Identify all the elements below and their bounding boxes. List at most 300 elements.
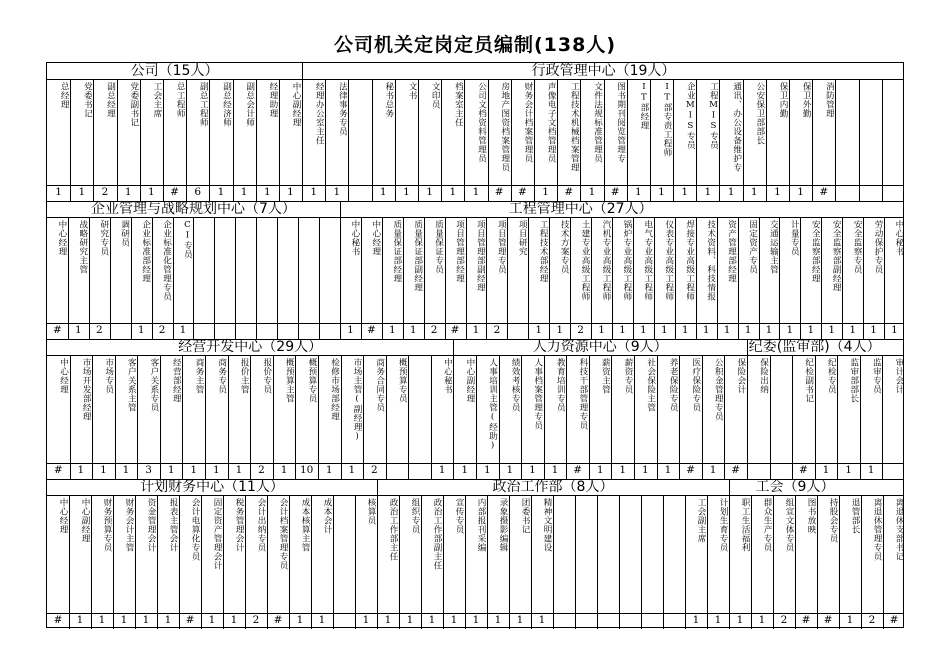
position-title: 中心经理 xyxy=(370,220,381,256)
column-line xyxy=(821,217,822,339)
headcount-cell: 1 xyxy=(122,464,130,476)
position-title: 焊接专业高级工程师 xyxy=(684,220,695,301)
column-line xyxy=(131,217,132,339)
position-title: 资产管理部经理 xyxy=(726,220,737,283)
position-title: 薪资主管 xyxy=(600,358,611,394)
column-line xyxy=(597,495,598,629)
column-line xyxy=(612,217,613,339)
position-title: 会计电算化专员 xyxy=(190,498,200,561)
position-title: 文印员 xyxy=(430,82,441,109)
position-title: 党委副书记 xyxy=(128,82,139,127)
headcount-cell: 1 xyxy=(148,186,155,198)
column-line xyxy=(465,495,466,629)
column-line xyxy=(341,355,342,479)
headcount-cell: # xyxy=(53,324,62,336)
position-title: 商务合同专员 xyxy=(374,358,385,412)
column-line xyxy=(445,217,446,339)
headcount-cell: 1 xyxy=(535,324,543,336)
group-separator xyxy=(747,339,748,355)
column-line xyxy=(486,217,487,339)
column-line xyxy=(773,495,774,629)
headcount-cell: 1 xyxy=(438,464,446,476)
staffing-table xyxy=(46,62,904,628)
position-title: 副总经理 xyxy=(105,82,116,118)
headcount-cell: 1 xyxy=(692,614,700,626)
position-title: 土建专业高级工程师 xyxy=(580,220,591,301)
column-line xyxy=(795,495,796,629)
column-line xyxy=(557,79,558,201)
header-divider xyxy=(47,355,903,356)
position-title xyxy=(599,498,618,610)
column-line xyxy=(93,79,94,201)
position-title: CI专员 xyxy=(182,220,193,259)
column-line xyxy=(135,495,136,629)
position-title: 概预算主管 xyxy=(284,358,295,403)
column-line xyxy=(363,355,364,479)
section-header: 工会（9人） xyxy=(755,479,835,495)
headcount-cell: 1 xyxy=(640,324,647,336)
headcount-cell: 1 xyxy=(384,614,392,626)
position-title: 成本会计 xyxy=(322,498,332,534)
headcount-cell: 2 xyxy=(101,186,109,198)
headcount-cell: 1 xyxy=(362,614,370,626)
column-line xyxy=(295,355,296,479)
column-line xyxy=(117,79,118,201)
position-title: 战略研究主管 xyxy=(77,220,88,274)
headcount-cell: # xyxy=(273,614,283,626)
headcount-cell: 1 xyxy=(658,186,665,198)
position-title: 消防管理 xyxy=(824,82,835,118)
position-title xyxy=(335,498,354,610)
position-title: 工程技术机械档案管理 xyxy=(569,82,580,172)
column-line xyxy=(553,495,554,629)
position-title: 企业标准部经理 xyxy=(140,220,151,283)
section-header: 计划财务中心（11人） xyxy=(140,479,284,495)
headcount-cell: 1 xyxy=(702,324,710,336)
headcount-cell: 1 xyxy=(660,324,668,336)
position-title: 中心秘书 xyxy=(442,358,453,394)
headcount-cell: 1 xyxy=(822,464,830,476)
column-line xyxy=(619,495,620,629)
column-line xyxy=(68,217,69,339)
headcount-cell: 1 xyxy=(634,186,642,198)
column-line xyxy=(424,217,425,339)
headcount-cell: 1 xyxy=(78,186,86,198)
position-title: 报价主管 xyxy=(239,358,250,394)
position-title: 会计档案管理专员 xyxy=(278,498,288,570)
group-separator xyxy=(377,479,378,495)
position-title: 公安保卫部部长 xyxy=(754,82,765,145)
headcount-cell: 1 xyxy=(472,324,480,336)
position-title: 法律事务专员 xyxy=(337,82,348,136)
column-line xyxy=(580,79,581,201)
column-line xyxy=(115,355,116,479)
headcount-cell: 1 xyxy=(744,324,752,336)
headcount-cell: 1 xyxy=(388,324,396,336)
position-title: 政治工作部副主任 xyxy=(432,498,442,570)
headcount-cell: 1 xyxy=(588,186,596,198)
position-title: 审计会计 xyxy=(893,358,904,394)
column-line xyxy=(70,355,71,479)
position-title: 中心经理 xyxy=(58,358,69,394)
position-title: 组织专员 xyxy=(410,498,420,534)
column-line xyxy=(382,217,383,339)
headcount-cell: 1 xyxy=(212,464,220,476)
column-line xyxy=(464,79,465,201)
column-line xyxy=(673,79,674,201)
column-line xyxy=(675,217,676,339)
position-title: 项目管理部经理 xyxy=(454,220,465,283)
column-line xyxy=(333,495,334,629)
column-line xyxy=(140,79,141,201)
column-line xyxy=(386,355,387,479)
position-title: 项目管理专员 xyxy=(496,220,507,274)
column-line xyxy=(575,495,576,629)
column-line xyxy=(205,355,206,479)
section-header: 人力资源中心（9人） xyxy=(532,339,668,355)
position-title: 财务预算专员 xyxy=(102,498,112,552)
position-title: 离退休管理专员 xyxy=(872,498,882,561)
column-line xyxy=(815,355,816,479)
section-header: 经营开发中心（29人） xyxy=(178,339,323,355)
position-title: 医疗保险专员 xyxy=(690,358,701,412)
column-line xyxy=(89,217,90,339)
headcount-cell: 1 xyxy=(750,186,758,198)
position-title: 工程MIS专员 xyxy=(708,82,719,150)
column-line xyxy=(717,217,718,339)
position-title: 宣传专员 xyxy=(454,498,464,534)
position-title: 文书 xyxy=(407,82,418,100)
column-line xyxy=(544,355,545,479)
position-title: 仪表专业高级工程师 xyxy=(663,220,674,301)
column-line xyxy=(770,355,771,479)
headcount-cell: 1 xyxy=(77,464,85,476)
headcount-cell: 1 xyxy=(409,324,417,336)
column-line xyxy=(633,217,634,339)
column-line xyxy=(193,217,194,339)
headcount-cell: 1 xyxy=(596,464,604,476)
column-line xyxy=(395,79,396,201)
column-line xyxy=(441,79,442,201)
headcount-cell: # xyxy=(801,614,811,626)
headcount-cell: 1 xyxy=(428,614,436,626)
headcount-cell: 1 xyxy=(296,614,304,626)
column-line xyxy=(634,355,635,479)
column-line xyxy=(453,355,454,479)
headcount-cell: 1 xyxy=(704,186,712,198)
headcount-cell: 1 xyxy=(506,464,514,476)
column-line xyxy=(589,355,590,479)
column-line xyxy=(792,355,793,479)
position-title xyxy=(237,220,255,320)
headcount-cell: 2 xyxy=(371,464,378,476)
column-line xyxy=(256,79,257,201)
position-title: 企业标准化管理专员 xyxy=(161,220,172,301)
column-line xyxy=(882,355,883,479)
position-title: 项目管理部副经理 xyxy=(475,220,486,292)
headcount-cell: 1 xyxy=(483,464,491,476)
column-line xyxy=(509,495,510,629)
column-line xyxy=(476,355,477,479)
headcount-cell: 1 xyxy=(867,464,875,476)
column-line xyxy=(372,79,373,201)
headcount-cell: 1 xyxy=(167,464,175,476)
column-line xyxy=(377,495,378,629)
headcount-cell: # xyxy=(494,186,504,198)
section-header: 行政管理中心（19人） xyxy=(531,63,676,79)
column-line xyxy=(835,79,836,201)
headcount-cell: 1 xyxy=(347,324,354,336)
position-title xyxy=(350,82,370,182)
headcount-cell: 1 xyxy=(348,464,356,476)
column-line xyxy=(549,217,550,339)
headcount-cell: 1 xyxy=(807,324,815,336)
position-title: 组宣文体专员 xyxy=(784,498,794,552)
position-title: 报表主管会计 xyxy=(168,498,178,552)
position-title: 核算员 xyxy=(366,498,376,525)
group-separator xyxy=(302,63,303,79)
position-title: 持股会专员 xyxy=(828,498,838,543)
position-title xyxy=(837,82,857,182)
column-line xyxy=(528,217,529,339)
position-title: 精神文明建设 xyxy=(542,498,552,552)
headcount-cell: 1 xyxy=(75,324,82,336)
position-title: 养老保险专员 xyxy=(668,358,679,412)
column-line xyxy=(355,495,356,629)
headcount-cell: 1 xyxy=(736,614,744,626)
column-line xyxy=(817,495,818,629)
headcount-cell: 1 xyxy=(542,186,549,198)
column-line xyxy=(267,495,268,629)
column-line xyxy=(319,217,320,339)
position-title: 市场开发部经理 xyxy=(81,358,92,421)
position-title: 声像电子文档管理员 xyxy=(546,82,557,163)
header-divider xyxy=(47,495,903,496)
column-line xyxy=(179,495,180,629)
position-title: 中心副经理 xyxy=(80,498,90,543)
position-title: 经理办公室主任 xyxy=(314,82,325,145)
column-line xyxy=(289,495,290,629)
column-line xyxy=(800,217,801,339)
column-line xyxy=(861,495,862,629)
position-title: 概预算专员 xyxy=(306,358,317,403)
headcount-cell: 1 xyxy=(727,186,735,198)
headcount-cell: # xyxy=(823,614,833,626)
header-divider xyxy=(47,79,903,80)
position-title: 团委书记 xyxy=(520,498,530,534)
column-line xyxy=(883,495,884,629)
position-title: 内部报刊采编 xyxy=(476,498,486,552)
headcount-cell: 2 xyxy=(577,324,584,336)
position-title: 会计出纳专员 xyxy=(256,498,266,552)
column-line xyxy=(466,217,467,339)
headcount-cell: # xyxy=(610,186,620,198)
group-separator xyxy=(453,339,454,355)
column-line xyxy=(604,79,605,201)
position-title: 薪资专员 xyxy=(623,358,634,394)
position-title: 经营部经理 xyxy=(171,358,182,403)
headcount-cell: 2 xyxy=(258,464,265,476)
headcount-cell: 1 xyxy=(164,614,172,626)
position-title xyxy=(665,498,684,610)
column-line xyxy=(245,495,246,629)
column-line xyxy=(511,79,512,201)
position-title: 保险会计 xyxy=(735,358,746,394)
column-line xyxy=(611,355,612,479)
headcount-cell: 1 xyxy=(426,186,433,198)
column-line xyxy=(702,355,703,479)
position-title: 监审部部长 xyxy=(848,358,859,403)
position-title: 绩效考核专员 xyxy=(510,358,521,412)
headcount-cell: 10 xyxy=(299,464,314,476)
column-line xyxy=(729,495,730,629)
position-title: 固定资产管理会计 xyxy=(212,498,222,570)
position-title: 研究专员 xyxy=(98,220,109,256)
column-line xyxy=(566,355,567,479)
headcount-cell: 3 xyxy=(145,464,152,476)
column-line xyxy=(707,495,708,629)
column-line xyxy=(318,355,319,479)
column-line xyxy=(531,495,532,629)
headcount-cell: # xyxy=(366,324,376,336)
position-title: 职工生活福利 xyxy=(740,498,750,552)
column-line xyxy=(789,79,790,201)
header-divider xyxy=(47,217,903,218)
headcount-cell: 1 xyxy=(280,464,288,476)
headcount-cell: 1 xyxy=(758,614,766,626)
headcount-cell: 1 xyxy=(723,324,731,336)
position-title: 成本核算主管 xyxy=(300,498,310,552)
column-line xyxy=(570,217,571,339)
position-title: 劳动保护专员 xyxy=(873,220,884,274)
headcount-cell: # xyxy=(889,614,899,626)
headcount-cell: 1 xyxy=(461,464,469,476)
position-title: 保险出纳 xyxy=(758,358,769,394)
column-line xyxy=(311,495,312,629)
column-line xyxy=(499,355,500,479)
headcount-cell: # xyxy=(798,464,808,476)
position-title: 纪检专员 xyxy=(826,358,837,394)
position-title xyxy=(258,220,276,320)
column-line xyxy=(173,217,174,339)
headcount-cell: 1 xyxy=(641,464,649,476)
column-line xyxy=(641,495,642,629)
position-title: 财务会计主管 xyxy=(124,498,134,552)
headcount-cell: # xyxy=(450,324,460,336)
position-title: 调研员 xyxy=(119,220,130,247)
position-title: 技术方案专员 xyxy=(559,220,570,274)
headcount-cell: 6 xyxy=(194,186,202,198)
headcount-cell: # xyxy=(185,614,195,626)
position-title: 检修市场部经理 xyxy=(329,358,340,421)
page-title: 公司机关定岗定员编制(138人) xyxy=(333,34,617,56)
headcount-cell: 1 xyxy=(709,464,717,476)
position-title: 中心经理 xyxy=(56,220,67,256)
headcount-cell: 1 xyxy=(556,324,564,336)
headcount-cell: 1 xyxy=(538,614,546,626)
section-band xyxy=(47,479,903,629)
column-line xyxy=(160,355,161,479)
position-title: 人事档案管理专员 xyxy=(532,358,543,430)
column-line xyxy=(747,355,748,479)
position-title: 社会保险主管 xyxy=(645,358,656,412)
position-title: 副总会计师 xyxy=(244,82,255,127)
headcount-cell: 1 xyxy=(494,614,502,626)
position-title: 经理助理 xyxy=(267,82,278,118)
headcount-cell: 1 xyxy=(828,324,836,336)
position-title: 客户关系专员 xyxy=(148,358,159,412)
column-line xyxy=(418,79,419,201)
headcount-cell: 1 xyxy=(98,614,106,626)
column-line xyxy=(214,217,215,339)
position-title xyxy=(643,498,662,610)
position-title: 市场主管(副经理) xyxy=(352,358,363,442)
headcount-cell: 1 xyxy=(870,324,877,336)
column-line xyxy=(627,79,628,201)
column-line xyxy=(657,355,658,479)
headcount-cell: 1 xyxy=(235,464,243,476)
position-title: 客户关系主管 xyxy=(126,358,137,412)
column-line xyxy=(408,355,409,479)
column-line xyxy=(137,355,138,479)
position-title xyxy=(577,498,596,610)
column-line xyxy=(719,79,720,201)
headcount-cell: # xyxy=(819,186,829,198)
headcount-cell: 1 xyxy=(406,614,414,626)
headcount-cell: 1 xyxy=(619,464,627,476)
headcount-cell: # xyxy=(686,464,695,476)
position-title: 工会副主席 xyxy=(696,498,706,543)
headcount-cell: 1 xyxy=(137,324,145,336)
column-line xyxy=(842,217,843,339)
headcount-cell: 1 xyxy=(76,614,84,626)
position-title: IT部专责工程师 xyxy=(662,82,673,157)
position-title: 科技干部管理专员 xyxy=(577,358,588,430)
column-line xyxy=(277,217,278,339)
column-line xyxy=(182,355,183,479)
column-line xyxy=(110,217,111,339)
position-title: 交通运输主管 xyxy=(768,220,779,274)
position-title xyxy=(861,82,881,182)
headcount-cell: 1 xyxy=(124,186,132,198)
group-separator xyxy=(340,201,341,217)
column-line xyxy=(859,79,860,201)
position-title: 纪检副书记 xyxy=(803,358,814,403)
position-title: 计量专员 xyxy=(789,220,800,256)
column-line xyxy=(228,355,229,479)
column-line xyxy=(663,495,664,629)
headcount-cell: 1 xyxy=(449,186,457,198)
position-title xyxy=(300,220,318,320)
position-title: 教育培训专员 xyxy=(555,358,566,412)
headcount-cell: 1 xyxy=(208,614,216,626)
position-title: 报价专员 xyxy=(261,358,272,394)
column-line xyxy=(209,79,210,201)
column-line xyxy=(488,79,489,201)
position-title: 资金管理会计 xyxy=(146,498,156,552)
headcount-cell: 1 xyxy=(681,324,689,336)
position-title: 党委书记 xyxy=(82,82,93,118)
headcount-cell: # xyxy=(573,464,582,476)
position-title: 市场专员 xyxy=(103,358,114,394)
headcount-cell: 1 xyxy=(179,324,187,336)
position-title: IT部经理 xyxy=(638,82,649,130)
position-title: 中心秘书 xyxy=(893,220,904,256)
position-title: 锅炉专业高级工程师 xyxy=(621,220,632,301)
column-line xyxy=(591,217,592,339)
headcount-cell: # xyxy=(564,186,574,198)
position-title: 政治工作部主任 xyxy=(388,498,398,561)
